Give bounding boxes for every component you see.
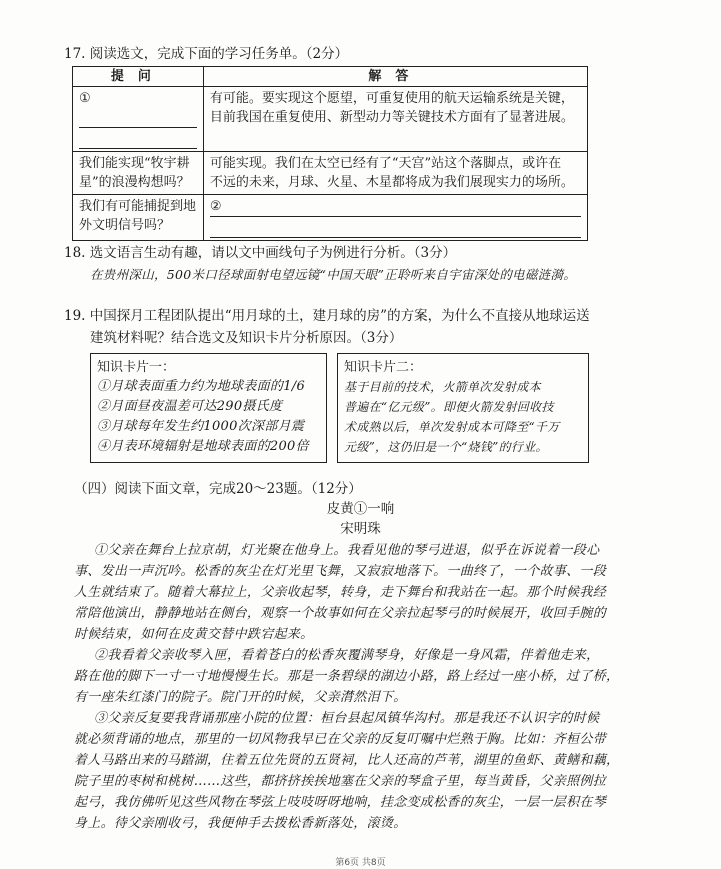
q17-task-table <box>72 66 588 241</box>
question-text-line: 我们能实现“牧宇耕 <box>79 156 190 171</box>
knowledge-card-1 <box>90 353 327 463</box>
table-row <box>73 195 588 241</box>
q19-heading-line2: 建筑材料呢？结合选文及知识卡片分析原因。（3分） <box>90 330 403 346</box>
card-title: 知识卡片二： <box>344 359 423 374</box>
blank-marker-2: ② <box>209 199 222 214</box>
paragraph-line: 路在他的脚下一寸一寸地慢慢生长。那是一条碧绿的湖边小路，路上经过一座小桥，过了桥， <box>74 669 620 684</box>
question-text-line: 我们有可能捕捉到地 <box>79 199 197 214</box>
article-paragraph-2 <box>74 645 634 708</box>
answer-text-line: 有可能。要实现这个愿望，可重复使用的航天运输系统是关键， <box>209 91 574 106</box>
q17-heading: 17. 阅读选文，完成下面的学习任务单。（2分） <box>64 46 349 62</box>
q19-heading-line1: 19. 中国探月工程团队提出“用月球的土，建月球的房”的方案，为什么不直接从地球运送 <box>64 308 590 324</box>
card-item: ①月球表面重力约为地球表面的1/6 <box>97 379 306 394</box>
section4-heading: （四）阅读下面文章，完成20～23题。（12分） <box>74 481 362 497</box>
paragraph-line: 常陪他演出，静静地站在侧台，观察一个故事如何在父亲拉起琴弓的时候展开，收回手腕的 <box>74 606 607 621</box>
paragraph-line: 事、发出一声沉吟。松香的灰尘在灯光里飞舞，又寂寂地落下。一曲终了，一个故事、一段 <box>74 564 607 579</box>
card-item: ②月面昼夜温差可达290摄氏度 <box>97 399 283 414</box>
table-cell-question <box>73 195 204 241</box>
paragraph-line: ①父亲在舞台上拉京胡，灯光聚在他身上。我看见他的琴弓进退，似乎在诉说着一段心 <box>94 543 600 558</box>
card-item: ③月球每年发生约1000次深部月震 <box>97 419 305 434</box>
answer-line <box>79 108 197 128</box>
q18-heading: 18. 选文语言生动有趣，请以文中画线句子为例进行分析。（3分） <box>64 245 457 261</box>
paragraph-line: 人生就结束了。随着大幕拉上，父亲收起琴，转身，走下舞台和我站在一起。那个时候我经 <box>74 585 607 600</box>
answer-line <box>79 129 197 149</box>
answer-text-line: 不远的未来，月球、火星、木星都将成为我们展现实力的场所。 <box>209 175 574 190</box>
article-paragraph-3 <box>74 708 634 834</box>
answer-line <box>210 197 581 217</box>
question-text-line: 外文明信号吗？ <box>79 218 171 233</box>
paragraph-line: 有一座朱红漆门的院子。院门开的时候，父亲潸然泪下。 <box>74 690 407 705</box>
answer-text-line: 目前我国在重复使用、新型动力等关键技术方面有了显著进展。 <box>209 110 574 125</box>
card-line: 术成熟以后，单次发射成本可降至“千万 <box>344 420 560 434</box>
article-author: 宋明珠 <box>340 521 381 537</box>
table-header-row <box>73 67 588 87</box>
card-line: 元级”，这仍旧是一个“烧钱”的行业。 <box>344 440 548 454</box>
q18-quote: 在贵州深山，500米口径球面射电望远镜“中国天眼”正聆听来自宇宙深处的电磁涟漪。 <box>90 267 577 282</box>
table-header-answer: 解答 <box>203 67 587 87</box>
paragraph-line: ③父亲反复要我背诵那座小院的位置：桓台县起凤镇华沟村。那是我还不认识字的时候 <box>94 711 600 726</box>
paragraph-line: 着人马路出来的马踏湖，住着五位先贤的五贤祠，比人还高的芦苇，湖里的鱼虾、黄鳝和藕， <box>74 753 620 768</box>
table-cell-question <box>73 152 204 195</box>
answer-blank-1-cell[interactable] <box>73 87 204 152</box>
paragraph-line: 时候结束，如何在皮黄交替中跌宕起来。 <box>74 627 314 642</box>
page-footer: 第6页 共8页 <box>335 858 386 868</box>
paragraph-line: 院子里的枣树和桃树……这些，都挤挤挨挨地塞在父亲的琴盒子里，每当黄昏，父亲照例拉 <box>74 774 607 789</box>
paragraph-line: 就必须背诵的地点，那里的一切风物我早已在父亲的反复叮嘱中烂熟于胸。比如：齐桓公带 <box>74 732 607 747</box>
paragraph-line: 起弓，我仿佛听见这些风物在琴弦上吱吱呀呀地响，挂念变成松香的灰尘，一层一层积在琴 <box>74 795 607 810</box>
question-text-line: 星”的浪漫构想吗？ <box>79 175 190 190</box>
table-row <box>73 87 588 152</box>
card-line: 普遍在“亿元级”。即便火箭发射回收技 <box>344 400 554 414</box>
knowledge-card-2 <box>337 353 589 463</box>
card-item: ④月表环境辐射是地球表面的200倍 <box>97 439 309 454</box>
table-row <box>73 152 588 195</box>
card-title: 知识卡片一： <box>97 359 176 374</box>
paragraph-line: ②我看着父亲收琴入匣，看着苍白的松香灰覆满琴身，好像是一身风霜，伴着他走来， <box>94 648 600 663</box>
answer-line <box>210 218 581 238</box>
card-line: 基于目前的技术，火箭单次发射成本 <box>344 380 541 394</box>
table-cell-answer <box>203 87 587 152</box>
answer-text-line: 可能实现。我们在太空已经有了“天宫”站这个落脚点，或许在 <box>209 156 562 171</box>
table-cell-answer <box>203 152 587 195</box>
article-title: 皮黄①一响 <box>326 501 395 517</box>
blank-marker-1: ① <box>79 91 91 106</box>
answer-blank-2-cell[interactable] <box>203 195 587 241</box>
table-header-question: 提问 <box>73 67 204 87</box>
paragraph-line: 身上。待父亲刚收弓，我便伸手去拨松香新落处，滚烫。 <box>74 816 407 831</box>
article-paragraph-1 <box>74 540 634 645</box>
